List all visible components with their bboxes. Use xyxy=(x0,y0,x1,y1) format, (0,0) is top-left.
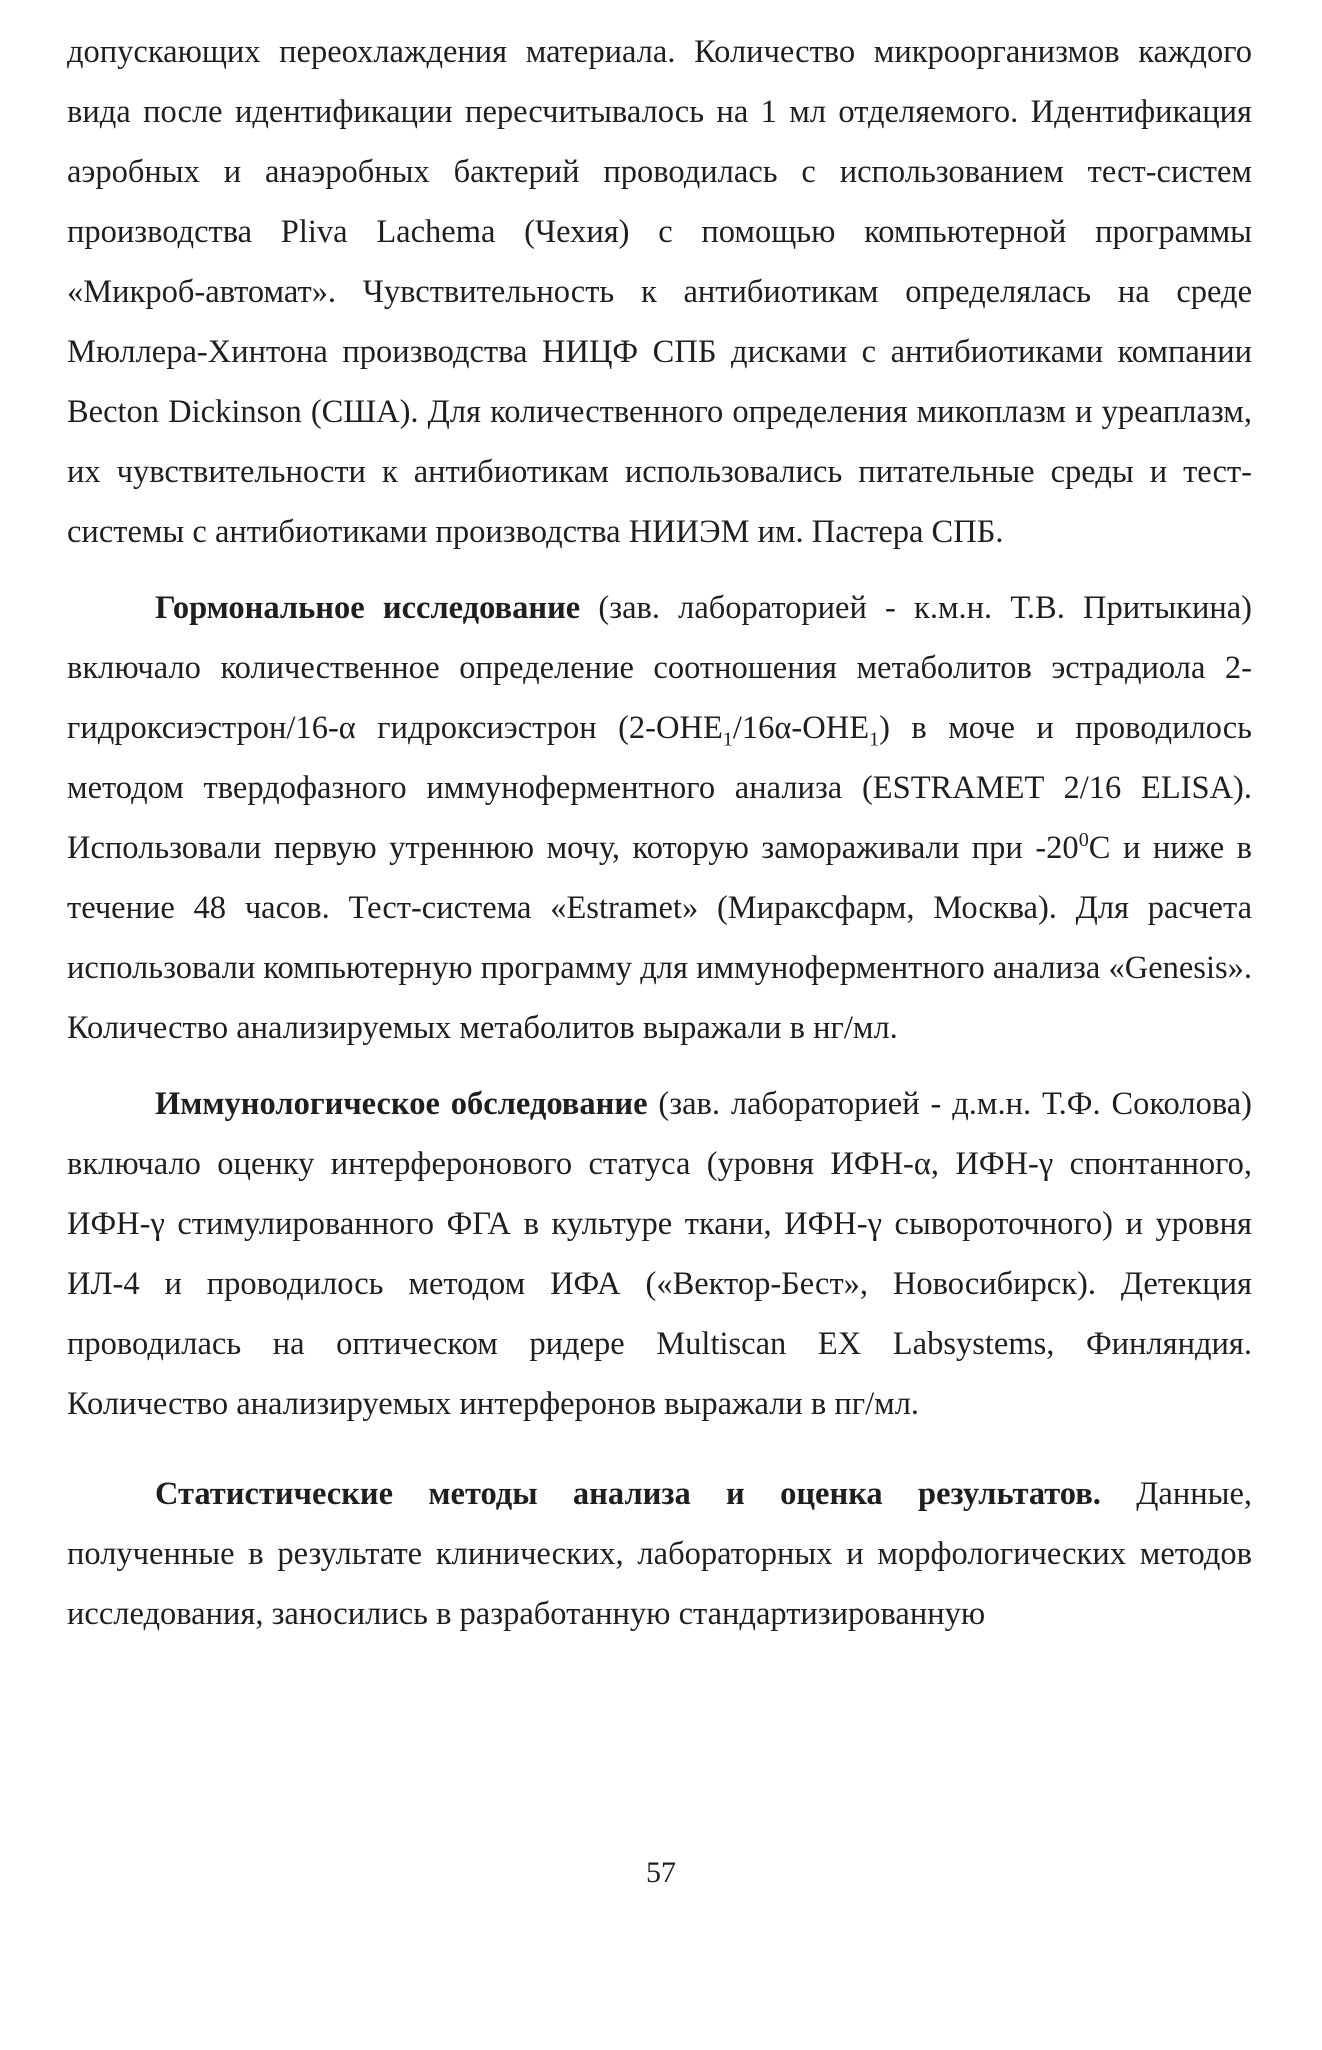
paragraph-text: ) в моче и проводилось методом твердофазного иммуноферментного анализа (ESTRAMET 2/16 ELISA). Использовали первую утреннюю мочу, которую замораживали при -20 xyxy=(67,710,1252,866)
paragraph-statistical-methods xyxy=(67,1464,1252,1644)
document-page xyxy=(67,22,1252,1644)
paragraph-text: (зав. лабораторией - д.м.н. Т.Ф. Соколова) включало оценку интерферонового статуса (уровня ИФН-α, ИФН-γ спонтанного, ИФН-γ стимулированного ФГА в культуре ткани, ИФН-γ сывороточного) и уровня ИЛ-4 и проводилось методом ИФА («Вектор-Бест», Новосибирск). Детекция проводилась на оптическом ридере Multiscan EX Labsystems, Финляндия. Количество анализируемых интерферонов выражали в пг/мл. xyxy=(67,1086,1252,1422)
subscript: 1 xyxy=(722,728,733,751)
paragraph-text: допускающих переохлаждения материала. Количество микроорганизмов каждого вида после идентификации пересчитывалось на 1 мл отделяемого. Идентификация аэробных и анаэробных бактерий проводилась с использованием тест-систем производства Pliva Lachema (Чехия) с помощью компьютерной программы «Микроб-автомат». Чувствительность к антибиотикам определялась на среде Мюллера-Хинтона производства НИЦФ СПБ дисками с антибиотиками компании Becton Dickinson (США). Для количественного определения микоплазм и уреаплазм, их чувствительности к антибиотикам использовались питательные среды и тест-системы с антибиотиками производства НИИЭМ им. Пастера СПБ. xyxy=(67,34,1252,550)
paragraph-text: Данные, полученные в результате клинических, лабораторных и морфологических методов исследования, заносились в разработанную стандартизированную xyxy=(67,1476,1253,1632)
paragraph-text: С и ниже в течение 48 часов. Тест-система «Estramet» (Мираксфарм, Москва). Для расчета использовали компьютерную программу для иммуноферментного анализа «Genesis». Количество анализируемых метаболитов выражали в нг/мл. xyxy=(67,830,1253,1046)
superscript: 0 xyxy=(1078,829,1089,852)
section-heading-statistics: Статистические методы анализа и оценка результатов. xyxy=(155,1476,1101,1512)
subscript: 1 xyxy=(869,728,880,751)
paragraph-immunological-study xyxy=(67,1074,1252,1434)
paragraph-hormonal-study xyxy=(67,578,1252,1058)
paragraph-text: (зав. лабораторией - к.м.н. Т.В. Притыкина) включало количественное определение соотношения метаболитов эстрадиола 2-гидроксиэстрон/16-α гидроксиэстрон (2-OHE xyxy=(67,590,1252,746)
paragraph-text: /16α-OHE xyxy=(732,710,870,746)
section-heading-immunological: Иммунологическое обследование xyxy=(155,1086,648,1122)
page-number: 57 xyxy=(646,1856,676,1889)
paragraph-microbiology xyxy=(67,22,1252,562)
section-heading-hormonal: Гормональное исследование xyxy=(155,590,581,626)
